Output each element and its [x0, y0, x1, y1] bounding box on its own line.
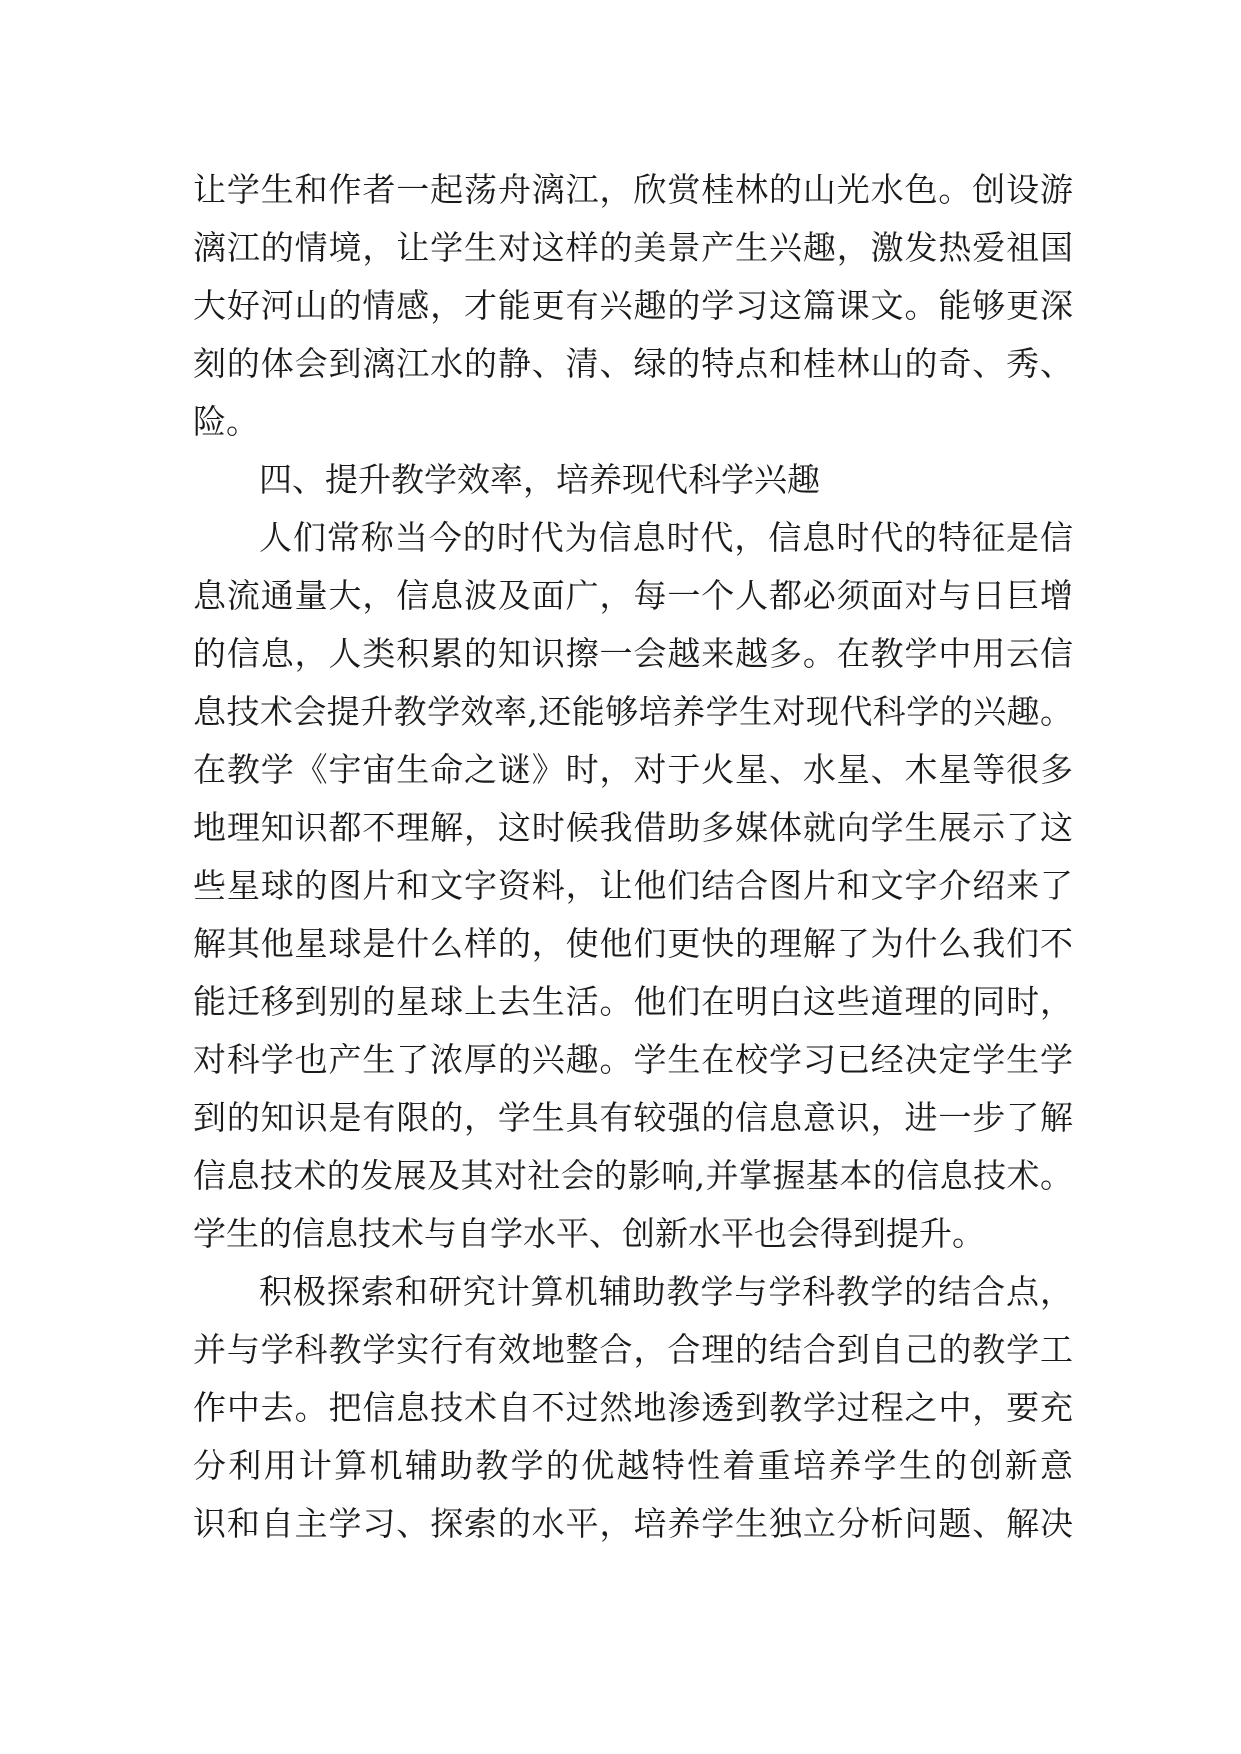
text-line: 对科学也产生了浓厚的兴趣。学生在校学习已经决定学生学	[193, 1040, 1073, 1079]
text-line: 分利用计算机辅助教学的优越特性着重培养学生的创新意	[193, 1446, 1073, 1485]
text-line: 识和自主学习、探索的水平，培养学生独立分析问题、解决	[193, 1504, 1073, 1543]
text-line: 解其他星球是什么样的，使他们更快的理解了为什么我们不	[193, 924, 1073, 963]
text-line: 刻的体会到漓江水的静、清、绿的特点和桂林山的奇、秀、	[193, 344, 1073, 383]
text-line: 险。	[193, 402, 259, 441]
text-line: 学生的信息技术与自学水平、创新水平也会得到提升。	[193, 1214, 985, 1253]
text-line: 能迁移到别的星球上去生活。他们在明白这些道理的同时，	[193, 982, 1073, 1021]
text-line: 息流通量大，信息波及面广，每一个人都必须面对与日巨增	[193, 576, 1073, 615]
text-line: 作中去。把信息技术自不过然地渗透到教学过程之中，要充	[193, 1388, 1073, 1427]
text-line: 人们常称当今的时代为信息时代，信息时代的特征是信	[259, 518, 1073, 557]
text-line: 信息技术的发展及其对社会的影响,并掌握基本的信息技术。	[193, 1156, 1073, 1195]
text-line: 积极探索和研究计算机辅助教学与学科教学的结合点，	[259, 1272, 1073, 1311]
text-line: 大好河山的情感，才能更有兴趣的学习这篇课文。能够更深	[193, 286, 1073, 325]
text-line: 些星球的图片和文字资料，让他们结合图片和文字介绍来了	[193, 866, 1073, 905]
text-line: 漓江的情境，让学生对这样的美景产生兴趣，激发热爱祖国	[193, 228, 1073, 267]
text-line: 在教学《宇宙生命之谜》时，对于火星、水星、木星等很多	[193, 750, 1073, 789]
section-heading: 四、提升教学效率，培养现代科学兴趣	[259, 460, 820, 499]
text-line: 地理知识都不理解，这时候我借助多媒体就向学生展示了这	[193, 808, 1073, 847]
text-line: 的信息，人类积累的知识擦一会越来越多。在教学中用云信	[193, 634, 1073, 673]
text-line: 到的知识是有限的，学生具有较强的信息意识，进一步了解	[193, 1098, 1073, 1137]
text-line: 让学生和作者一起荡舟漓江，欣赏桂林的山光水色。创设游	[193, 170, 1073, 209]
text-line: 息技术会提升教学效率,还能够培养学生对现代科学的兴趣。	[193, 692, 1073, 731]
text-line: 并与学科教学实行有效地整合，合理的结合到自己的教学工	[193, 1330, 1073, 1369]
body-text	[193, 161, 1073, 1553]
